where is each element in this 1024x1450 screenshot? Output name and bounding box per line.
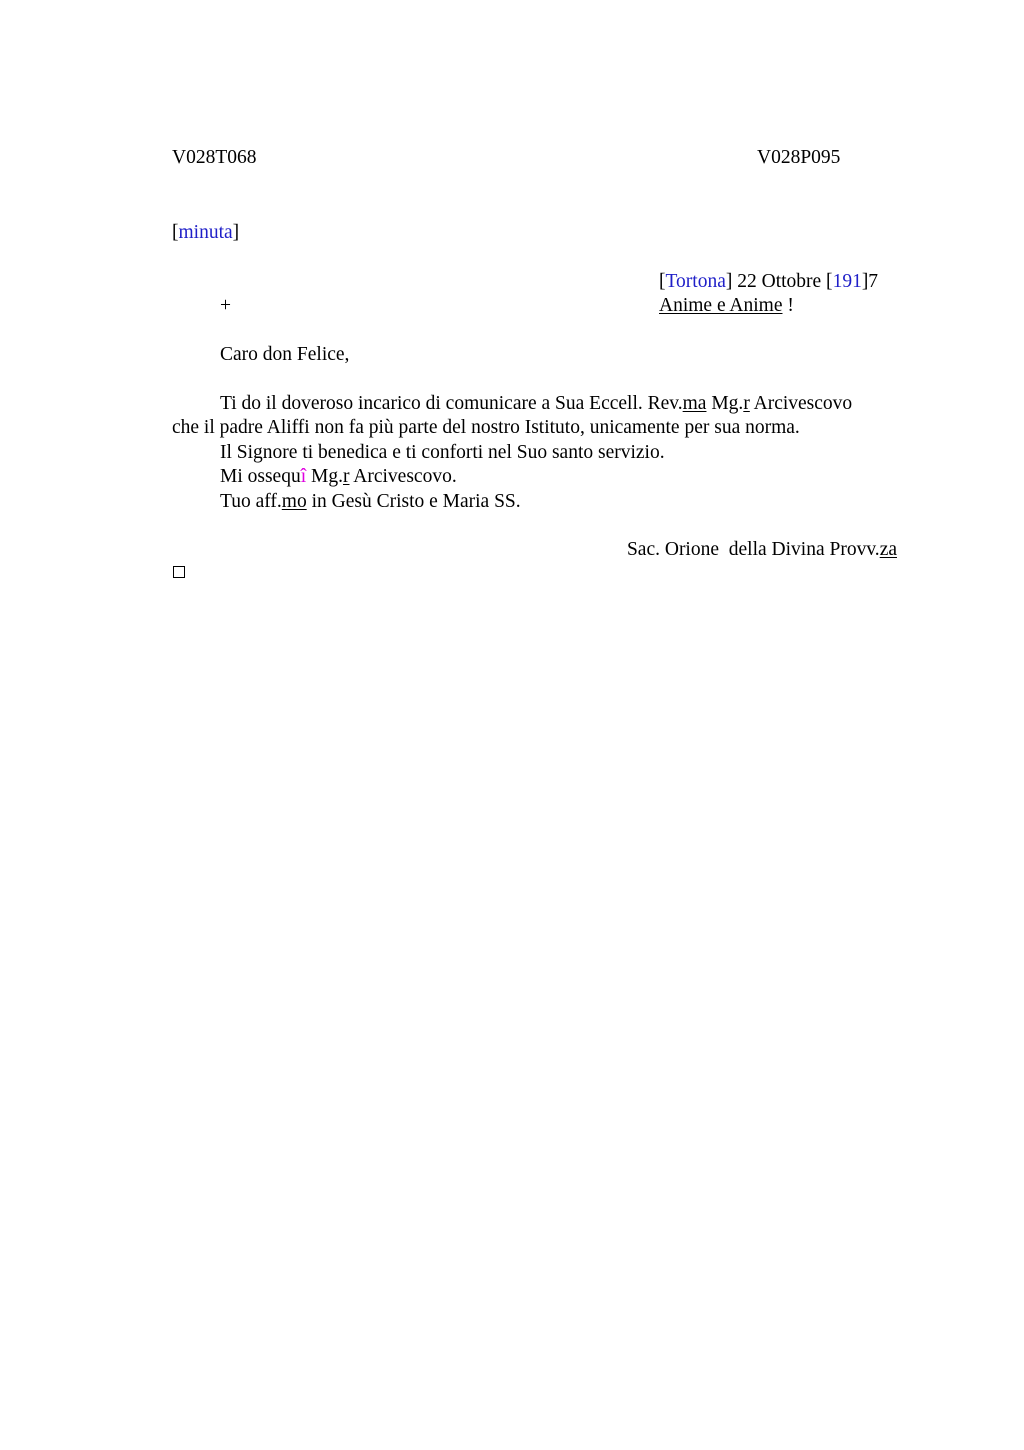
- dateline-date: ] 22 Ottobre [: [725, 271, 833, 292]
- body-paragraph-1-line-1: [220, 392, 852, 416]
- motto-text: Anime e Anime: [659, 295, 783, 316]
- editorial-note: [172, 221, 239, 245]
- dateline: [659, 270, 878, 294]
- p3-text-a: Mi ossequ: [220, 466, 301, 487]
- p1-text-a: Ti do il doveroso incarico di comunicare a Sua Eccell. Rev.: [220, 393, 683, 414]
- p1-abbrev-ma: ma: [682, 393, 707, 414]
- note-label: minuta: [178, 222, 233, 243]
- cross-mark: +: [220, 295, 231, 316]
- end-box-icon: [173, 566, 185, 578]
- motto: [659, 294, 794, 318]
- p3-abbrev-r: r: [342, 466, 350, 487]
- dateline-year-end: ]7: [861, 271, 879, 292]
- body-paragraph-1-line-2: che il padre Aliffi non fa più parte del nostro Istituto, unicamente per sua norma.: [172, 417, 800, 438]
- header-right-code: V028P095: [757, 147, 841, 168]
- p3-mark: î: [300, 466, 307, 487]
- signature-abbrev-za: za: [879, 539, 897, 560]
- p4-text-a: Tuo aff.: [220, 491, 282, 512]
- dateline-year-prefix: 191: [832, 271, 862, 292]
- p3-text-c: Arcivescovo.: [349, 466, 457, 487]
- p1-text-c: Arcivescovo: [749, 393, 853, 414]
- p1-text-b: Mg.: [706, 393, 744, 414]
- body-paragraph-3: [220, 465, 457, 489]
- p4-abbrev-mo: mo: [281, 491, 307, 512]
- note-bracket-close: ]: [232, 222, 240, 243]
- signature-text: Sac. Orione della Divina Provv.: [626, 539, 880, 560]
- motto-punct: !: [782, 295, 794, 316]
- p4-text-b: in Gesù Cristo e Maria SS.: [306, 491, 521, 512]
- salutation: Caro don Felice,: [220, 344, 350, 365]
- p1-abbrev-r: r: [743, 393, 750, 414]
- signature: [627, 538, 897, 562]
- dateline-bracket: [: [659, 271, 666, 292]
- body-paragraph-4: [220, 490, 521, 514]
- body-paragraph-2: Il Signore ti benedica e ti conforti nel Suo santo servizio.: [220, 442, 665, 463]
- p3-text-b: Mg.: [306, 466, 343, 487]
- header-left-code: V028T068: [172, 147, 257, 168]
- note-bracket-open: [: [172, 222, 179, 243]
- dateline-place: Tortona: [665, 271, 726, 292]
